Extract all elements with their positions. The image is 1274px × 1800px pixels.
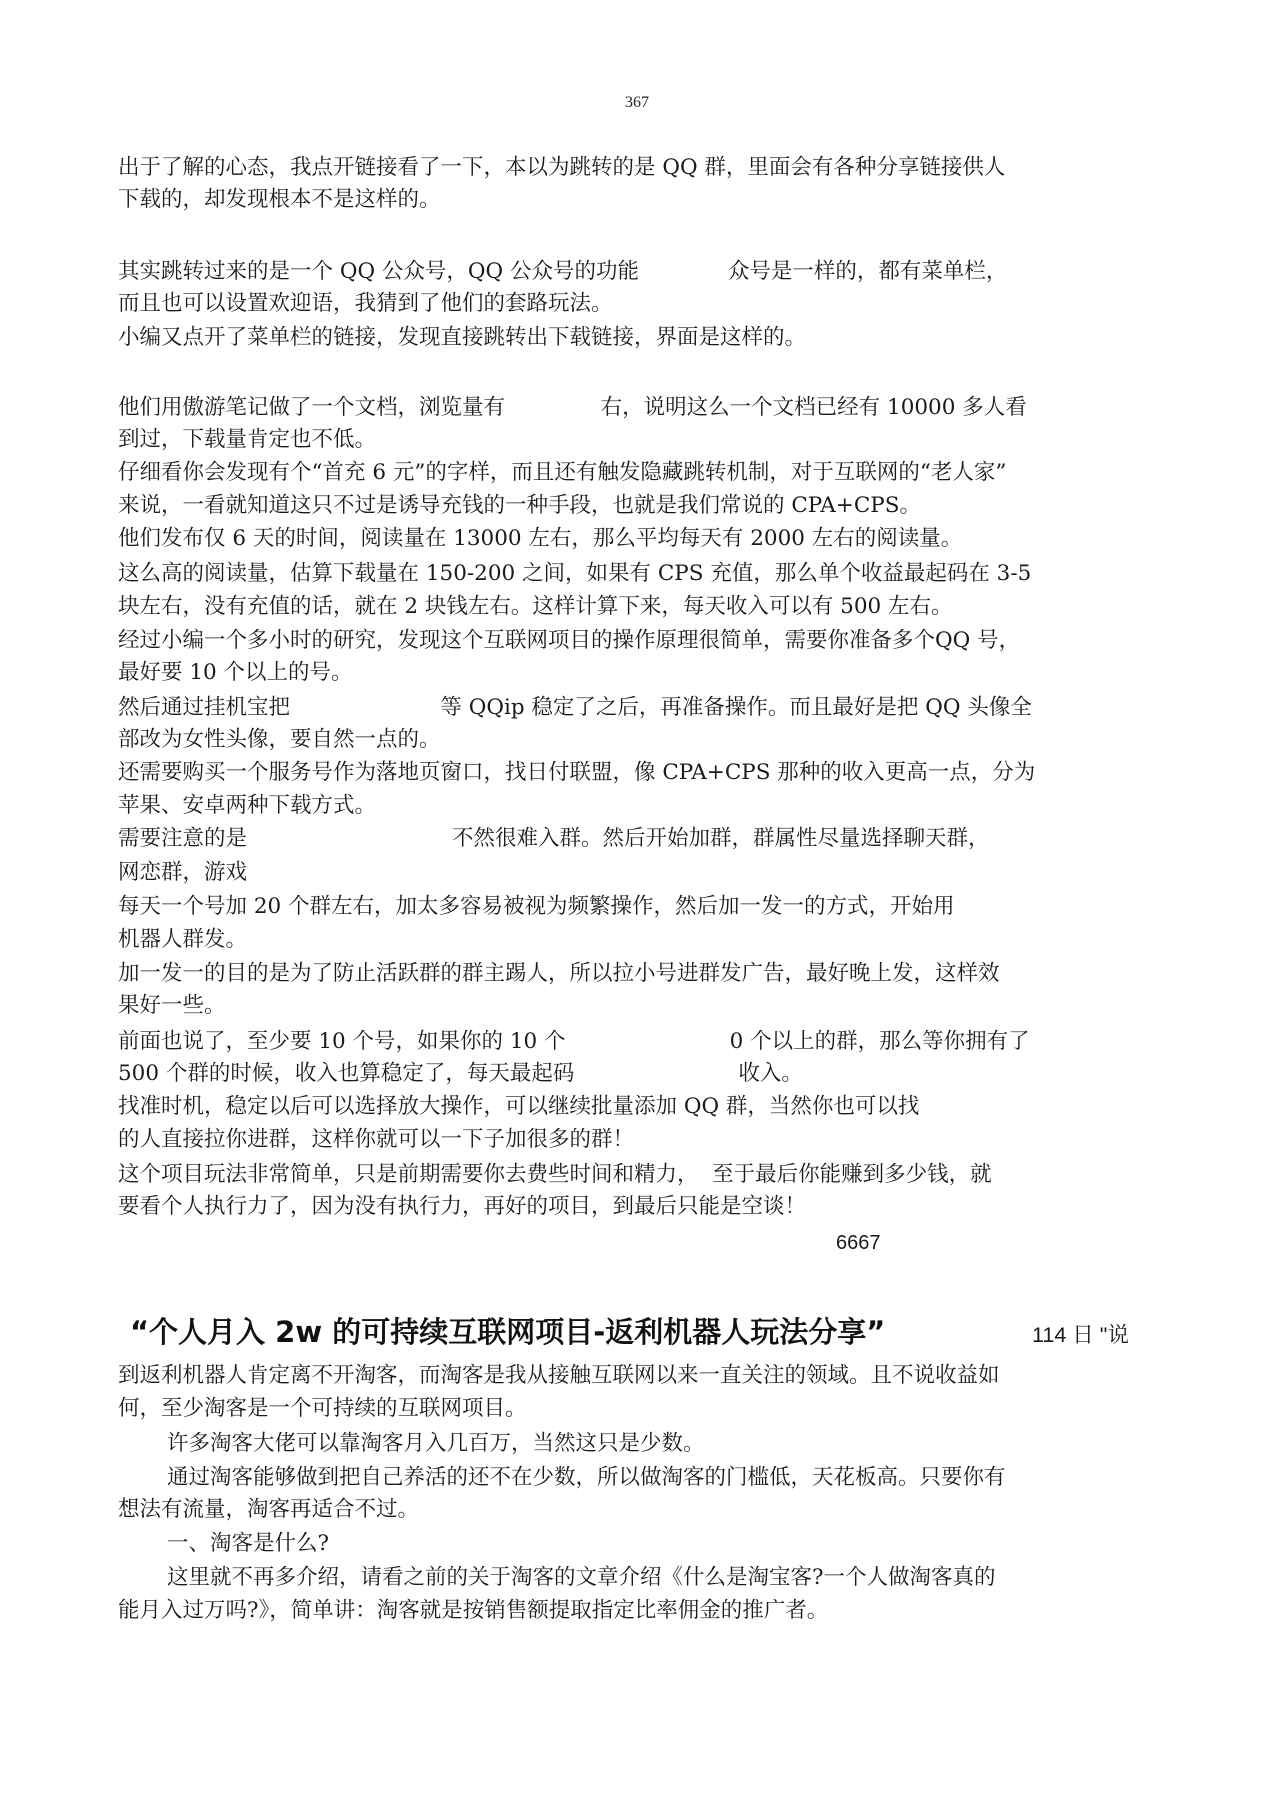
text-line: 他们用傲游笔记做了一个文档，浏览量有 右，说明这么一个文档已经有 10000 多人看: [118, 395, 1027, 420]
text-line: 小编又点开了菜单栏的链接，发现直接跳转出下载链接，界面是这样的。: [118, 325, 807, 350]
text-line: 最好要 10 个以上的号。: [118, 660, 353, 685]
text-line: 到过，下载量肯定也不低。: [118, 427, 377, 452]
text-line: 然后通过挂机宝把 等 QQip 稳定了之后，再准备操作。而且最好是把 QQ 头像全: [118, 695, 1032, 720]
heading-date: 114 日 "说: [1032, 1323, 1129, 1347]
text-line: 的人直接拉你进群，这样你就可以一下子加很多的群！: [118, 1127, 635, 1152]
text-line: 何，至少淘客是一个可持续的互联网项目。: [118, 1396, 527, 1421]
page-number: 367: [625, 94, 649, 111]
text-line: 经过小编一个多小时的研究，发现这个互联网项目的操作原理很简单，需要你准备多个QQ 号，: [118, 628, 1021, 653]
text-line: 仔细看你会发现有个“首充 6 元”的字样，而且还有触发隐藏跳转机制，对于互联网的“老人家”: [118, 460, 1007, 485]
text-line: 通过淘客能够做到把自己养活的还不在少数，所以做淘客的门槛低，天花板高。只要你有: [167, 1465, 1006, 1490]
text-line: 机器人群发。: [118, 927, 248, 952]
text-line: 而且也可以设置欢迎语，我猜到了他们的套路玩法。: [118, 291, 613, 316]
text-line: 加一发一的目的是为了防止活跃群的群主踢人，所以拉小号进群发广告，最好晚上发，这样效: [118, 961, 1000, 986]
text-line: 其实跳转过来的是一个 QQ 公众号，QQ 公众号的功能 众号是一样的，都有菜单栏，: [118, 259, 1008, 284]
text-line: 需要注意的是 不然很难入群。然后开始加群，群属性尽量选择聊天群，: [118, 826, 990, 851]
text-line: 网恋群，游戏: [118, 860, 248, 885]
text-line: 这个项目玩法非常简单，只是前期需要你去费些时间和精力， 至于最后你能赚到多少钱，就: [118, 1162, 992, 1187]
page-stamp: 6667: [836, 1232, 881, 1254]
text-line: 这么高的阅读量，估算下载量在 150-200 之间，如果有 CPS 充值，那么单个收益最起码在 3-5: [118, 561, 1032, 586]
text-line: 苹果、安卓两种下载方式。: [118, 793, 377, 818]
text-line: 前面也说了，至少要 10 个号，如果你的 10 个 0 个以上的群，那么等你拥有了: [118, 1029, 1030, 1054]
text-line: 找准时机，稳定以后可以选择放大操作，可以继续批量添加 QQ 群，当然你也可以找: [118, 1094, 920, 1119]
text-line: 到返利机器人肯定离不开淘客，而淘客是我从接触互联网以来一直关注的领域。且不说收益如: [118, 1363, 1000, 1388]
text-line: 这里就不再多介绍，请看之前的关于淘客的文章介绍《什么是淘宝客?一个人做淘客真的: [167, 1565, 996, 1590]
text-line: 还需要购买一个服务号作为落地页窗口，找日付联盟，像 CPA+CPS 那种的收入更高一点，分为: [118, 760, 1036, 785]
text-line: 想法有流量，淘客再适合不过。: [118, 1497, 420, 1522]
text-line: 500 个群的时候，收入也算稳定了，每天最起码 收入。: [118, 1061, 803, 1086]
text-line: 出于了解的心态，我点开链接看了一下，本以为跳转的是 QQ 群，里面会有各种分享链接供人: [118, 155, 1006, 180]
text-line: 他们发布仅 6 天的时间，阅读量在 13000 左右，那么平均每天有 2000 左右的阅读量。: [118, 526, 963, 551]
text-line: 果好一些。: [118, 993, 226, 1018]
text-line: 要看个人执行力了，因为没有执行力，再好的项目，到最后只能是空谈！: [118, 1194, 807, 1219]
text-line: 一、淘客是什么?: [167, 1531, 330, 1556]
text-line: 块左右，没有充值的话，就在 2 块钱左右。这样计算下来，每天收入可以有 500 左右。: [118, 594, 953, 619]
text-line: 每天一个号加 20 个群左右，加太多容易被视为频繁操作，然后加一发一的方式，开始用: [118, 894, 955, 919]
article-heading: “个人月入 2w 的可持续互联网项目-返利机器人玩法分享”: [130, 1315, 886, 1349]
text-line: 部改为女性头像，要自然一点的。: [118, 727, 441, 752]
text-line: 许多淘客大佬可以靠淘客月入几百万，当然这只是少数。: [167, 1431, 705, 1456]
text-line: 能月入过万吗?》，简单讲：淘客就是按销售额提取指定比率佣金的推广者。: [118, 1598, 829, 1623]
text-line: 下载的，却发现根本不是这样的。: [118, 187, 441, 212]
text-line: 来说，一看就知道这只不过是诱导充钱的一种手段，也就是我们常说的 CPA+CPS。: [118, 493, 921, 518]
